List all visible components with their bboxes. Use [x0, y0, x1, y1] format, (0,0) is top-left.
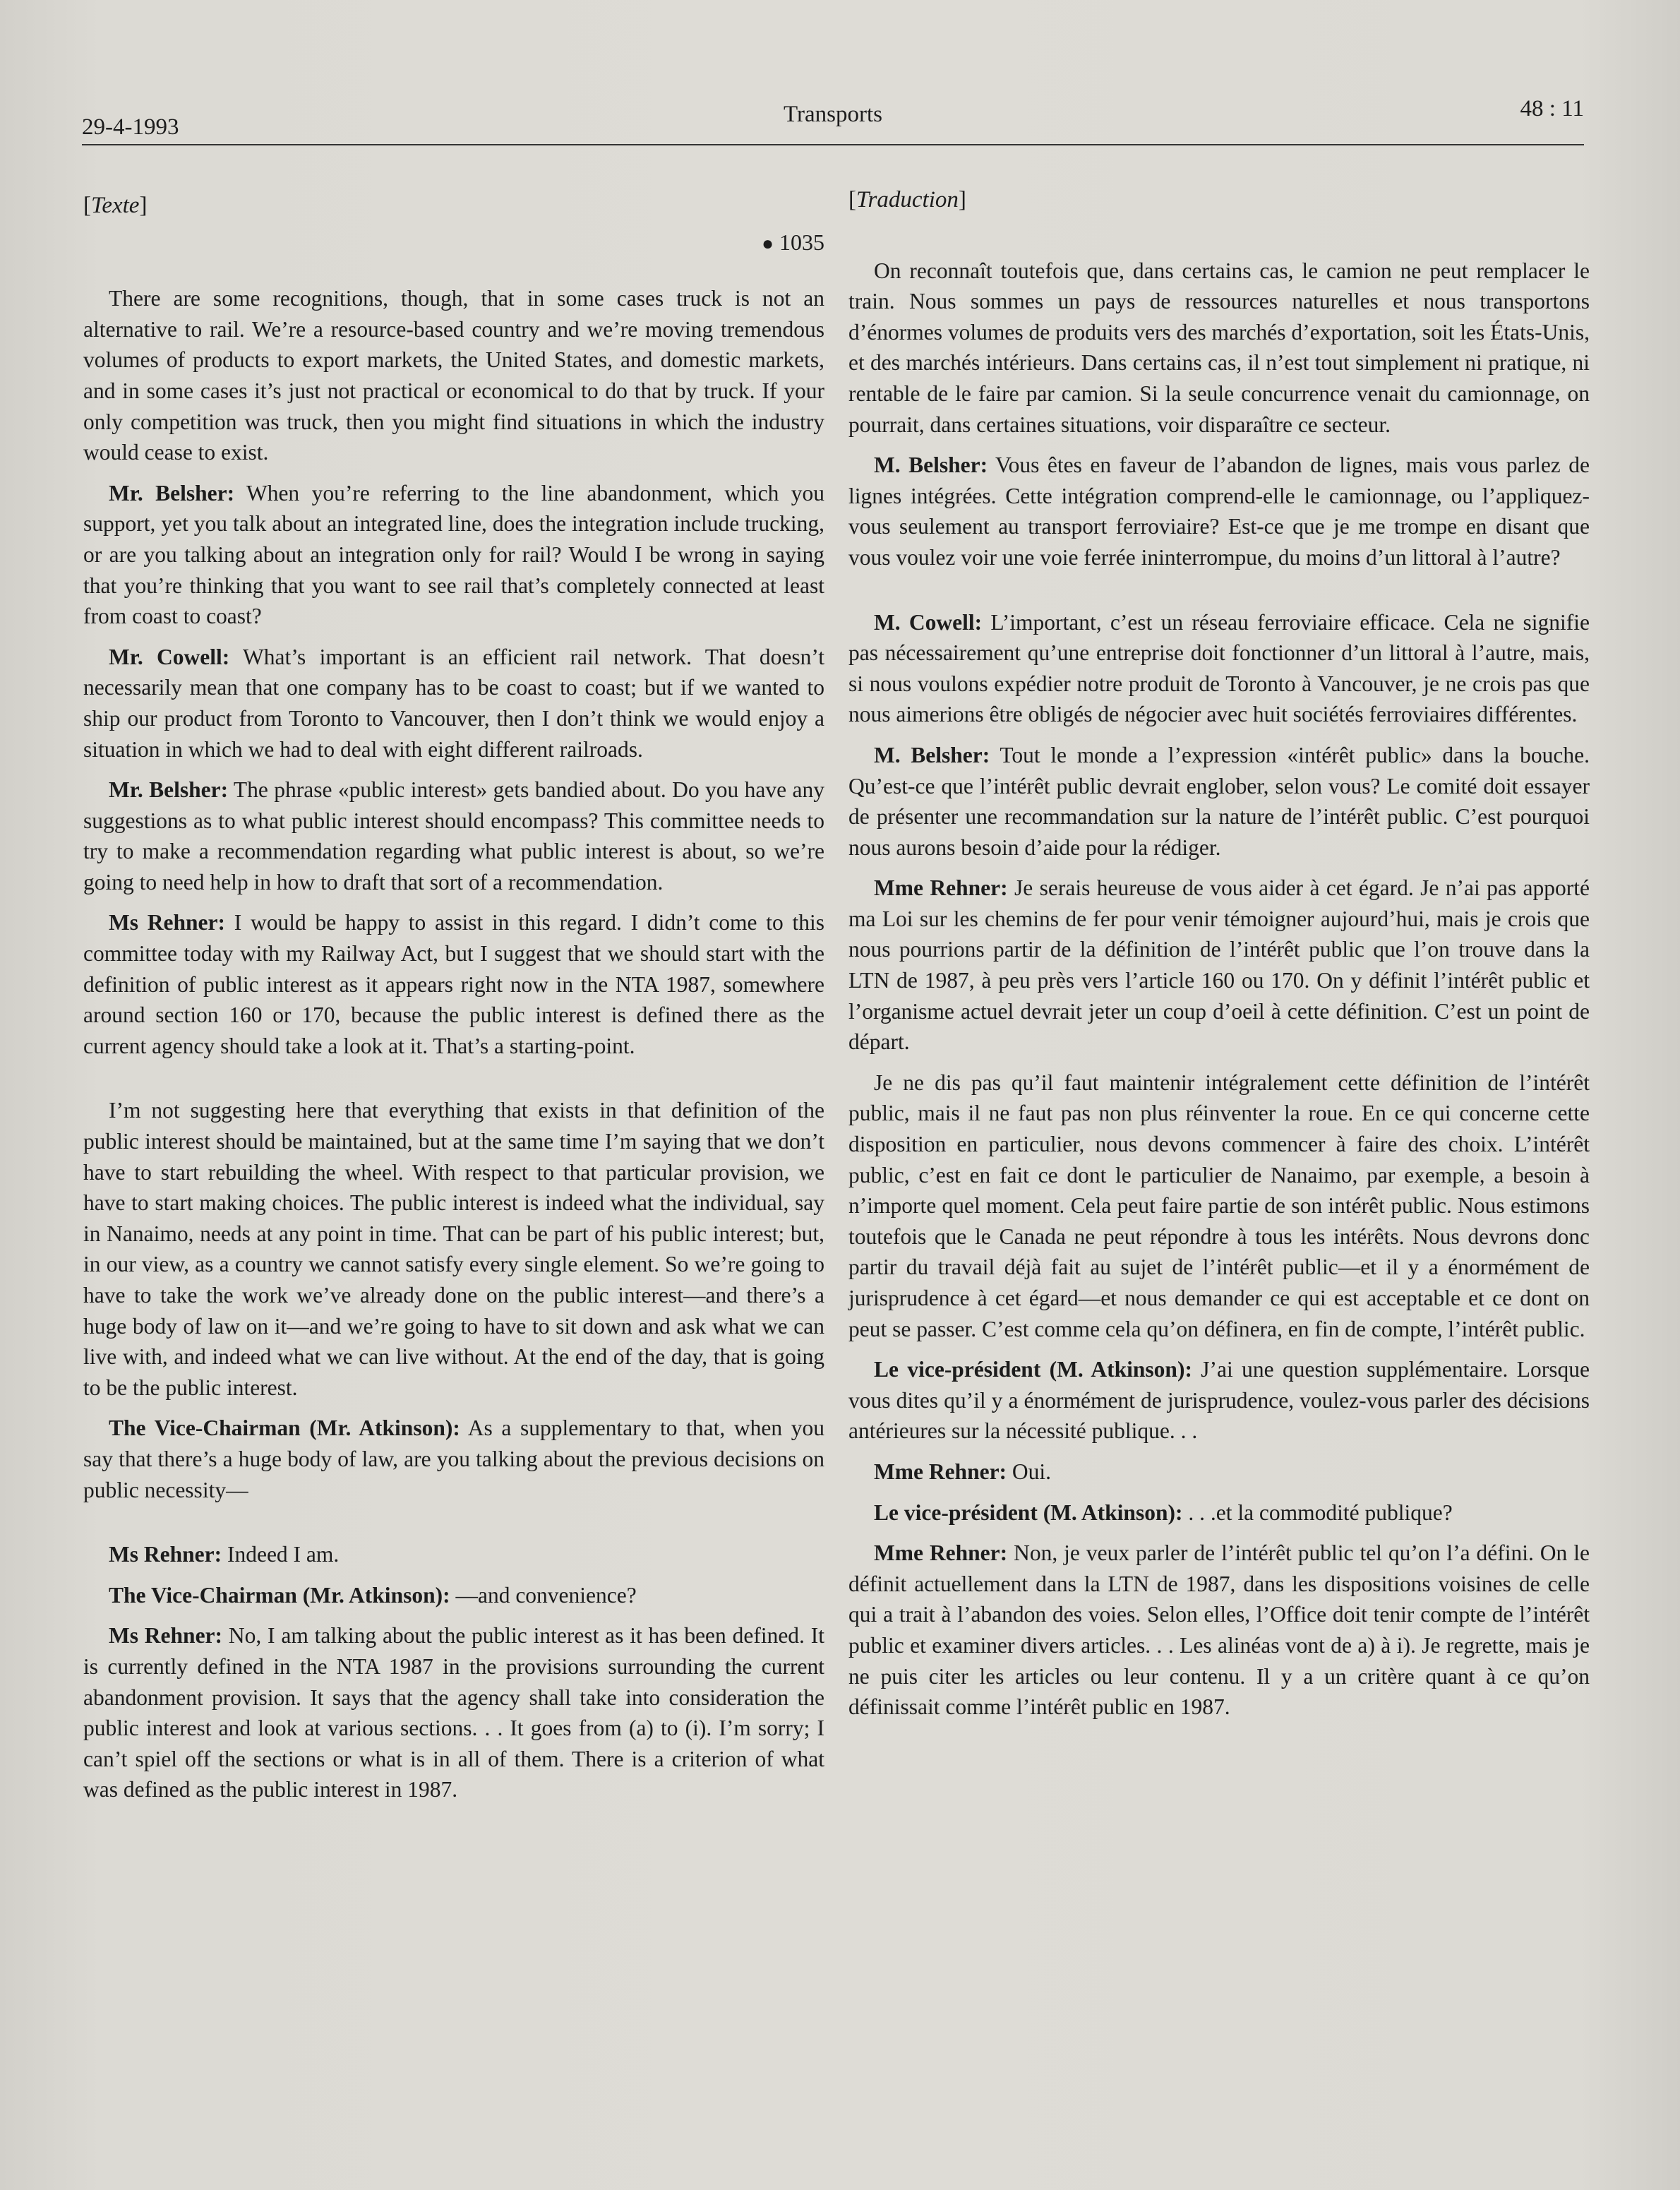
speaker: Ms Rehner:: [109, 1542, 222, 1567]
paragraph: [83, 1539, 824, 1570]
speaker: Mr. Belsher:: [109, 777, 229, 803]
paragraph-text: Je serais heureuse de vous aider à cet égard. Je n’ai pas apporté ma Loi sur les chemins de fer pour venir témoigner aujourd’hui, mais je crois que nous pourrions partir de la définition de l’intérêt public que l’on trouve dans la LTN de 1987, à peu près vers l’article 160 ou 170. On y définit l’intérêt public et l’organisme actuel devrait jeter un coup d’oeil à cette définition. C’est un point de départ.: [848, 875, 1590, 1055]
paragraph-text: —and convenience?: [450, 1582, 637, 1608]
speaker: M. Cowell:: [874, 609, 983, 635]
right-column-french: [848, 185, 1590, 1733]
paragraph-text: I’m not suggesting here that everything that exists in that definition of the public interest should be maintained, but at the same time I’m saying that we don’t have to start rebuilding the wheel. With respect to that particular provision, we have to start making choices. The public interest is indeed what the individual, say in Nanaimo, needs at any point in time. That can be part of his public interest; but, in our view, as a country we cannot satisfy every single element. So we’re going to have to take the work we’ve already done on the public interest—and there’s a huge body of law on it—and we’re going to have to sit down and ask what we can live with, and indeed what we can live without. At the end of the day, that is going to be the public interest.: [83, 1098, 824, 1400]
paragraph: [83, 642, 824, 765]
page-header: [82, 90, 1584, 145]
header-page-number: 48 : 11: [1520, 96, 1584, 121]
speaker: Le vice-président (M. Atkinson):: [874, 1357, 1192, 1382]
paragraph: [848, 450, 1590, 573]
left-column-english: [83, 191, 824, 1815]
language-tag-left-text: Texte: [91, 193, 140, 218]
paragraph: [848, 256, 1590, 441]
speaker: Mr. Belsher:: [109, 480, 235, 505]
language-tag-right-text: Traduction: [856, 187, 959, 213]
paragraph: [848, 607, 1590, 730]
paragraph-text: The phrase «public interest» gets bandied about. Do you have any suggestions as to what public interest should encompass? This committee needs to try to make a recommendation regarding what public interest is about, so we’re going to need help in how to draft that sort of a recommendation.: [83, 777, 825, 894]
paragraph: [83, 774, 824, 897]
speaker: Mr. Cowell:: [109, 644, 230, 669]
paragraph: [848, 1354, 1590, 1447]
paragraph: [83, 1620, 824, 1805]
paragraph: [83, 907, 824, 1061]
paragraph-text: When you’re referring to the line abandonment, which you support, yet you talk about an integrated line, does the integration include trucking, or are you talking about an integration only for rail? Would I be wrong in saying that you’re thinking that you want to see rail that’s completely connected at least from coast to coast?: [83, 480, 824, 629]
paragraph-text: Vous êtes en faveur de l’abandon de lignes, mais vous parlez de lignes intégrées. Cette intégration comprend-elle le camionnage, ou l’appliquez-vous seulement au transport ferroviaire? Est-ce que je me trompe en disant que vous voulez voir une voie ferrée ininterrompue, du moins d’un littoral à l’autre?: [848, 453, 1590, 570]
paragraph-text: There are some recognitions, though, that in some cases truck is not an alternative to rail. We’re a resource-based country and we’re moving tremendous volumes of products to export markets, the United States, and domestic markets, and in some cases it’s just not practical or economical to do that by truck. If your only competition was truck, then you might find situations in which the industry would cease to exist.: [83, 286, 824, 465]
speaker: M. Belsher:: [874, 742, 990, 767]
speaker: Mme Rehner:: [874, 1540, 1008, 1566]
speaker: Ms Rehner:: [109, 910, 225, 935]
speaker: Mme Rehner:: [874, 875, 1008, 901]
paragraph-text: On reconnaît toutefois que, dans certains cas, le camion ne peut remplacer le train. Nous sommes un pays de ressources naturelles et nous transportons d’énormes volumes de produits vers des marchés d’exportation, soit les États-Unis, et des marchés intérieurs. Dans certains cas, il n’est tout simplement ni pratique, ni rentable de le faire par camion. Si la seule concurrence venait du camionnage, on pourrait, dans certaines situations, voir disparaître ce secteur.: [848, 258, 1590, 437]
paragraph: [83, 283, 824, 468]
language-tag-left: [Texte]: [83, 193, 148, 218]
paragraph-text: J’ai une question supplémentaire. Lorsque vous dites qu’il y a énormément de jurisprudence, voulez-vous parler des décisions antérieures sur la nécessité publique. . .: [848, 1357, 1590, 1444]
speaker: Le vice-président (M. Atkinson):: [874, 1500, 1183, 1525]
paragraph: [848, 1497, 1590, 1528]
paragraph-text: Non, je veux parler de l’intérêt public tel qu’on l’a défini. On le définit actuellement dans la LTN de 1987, dans les dispositions voisines de celle qui a trait à l’abandon des voies. Selon elles, l’Office doit tenir compte de l’intérêt public et examiner divers articles. . . Les alinéas vont de a) à i). Je regrette, mais je ne puis citer les articles ou leur contenu. Il y a un critère quant à ce qu’on définissait comme l’intérêt public en 1987.: [848, 1540, 1590, 1720]
paragraph-text: L’important, c’est un réseau ferroviaire efficace. Cela ne signifie pas nécessairement qu’une entreprise doit fonctionner d’un littoral à l’autre, mais, si nous voulons expédier notre produit de Toronto à Vancouver, je ne crois pas que nous aimerions être obligés de négocier avec huit sociétés ferroviaires différentes.: [848, 609, 1590, 727]
paragraph: [848, 873, 1590, 1058]
paragraph: [83, 1580, 824, 1611]
paragraph-text: What’s important is an efficient rail network. That doesn’t necessarily mean that one company has to be coast to coast; but if we wanted to ship our product from Toronto to Vancouver, then I don’t think we would enjoy a situation in which we had to deal with eight different railroads.: [83, 644, 824, 762]
paragraph: [848, 740, 1590, 863]
speaker: Mme Rehner:: [874, 1459, 1007, 1484]
paragraph: [83, 1413, 824, 1505]
paragraph: [83, 478, 824, 632]
time-marker-value: 1035: [779, 229, 824, 255]
paragraph-text: Indeed I am.: [222, 1542, 340, 1567]
speaker: The Vice-Chairman (Mr. Atkinson):: [109, 1416, 460, 1441]
paragraph-text: Tout le monde a l’expression «intérêt public» dans la bouche. Qu’est-ce que l’intérêt public devrait englober, selon vous? Le comité doit essayer de présenter une recommandation sur la nature de l’intérêt public. C’est pourquoi nous aurons besoin d’aide pour la rédiger.: [848, 742, 1590, 860]
speaker: M. Belsher:: [874, 453, 988, 478]
paragraph-text: Oui.: [1007, 1459, 1052, 1484]
paragraph-text: . . .et la commodité publique?: [1182, 1500, 1453, 1525]
paragraph: [848, 1538, 1590, 1723]
paragraph: [83, 1095, 824, 1403]
header-title: Transports: [784, 102, 882, 127]
paragraph: [848, 1456, 1590, 1488]
paragraph-text: As a supplementary to that, when you say that there’s a huge body of law, are you talking about the previous decisions on public necessity—: [83, 1416, 824, 1502]
header-date: 29-4-1993: [82, 114, 179, 140]
paragraph-text: No, I am talking about the public interest as it has been defined. It is currently defined in the NTA 1987 in the provisions surrounding the current abandonment provision. It says that the agency shall take into consideration the public interest and look at various sections. . . It goes from (a) to (i). I’m sorry; I can’t spiel off the sections or what is in all of them. There is a criterion of what was defined as the public interest in 1987.: [83, 1623, 824, 1802]
speaker: Ms Rehner:: [109, 1623, 223, 1649]
time-marker: [83, 227, 824, 260]
language-tag-right: [Traduction]: [848, 187, 966, 213]
bullet-icon: ●: [762, 232, 774, 255]
speaker: The Vice-Chairman (Mr. Atkinson):: [109, 1582, 450, 1608]
paragraph: [848, 1067, 1590, 1344]
paragraph-text: Je ne dis pas qu’il faut maintenir intégralement cette définition de l’intérêt public, mais il ne faut pas non plus réinventer la roue. En ce qui concerne cette disposition en particulier, nous devons commencer à faire des choix. L’intérêt public, c’est en fait ce dont le particulier de Nanaimo, par exemple, a besoin à n’importe quel moment. Cela peut faire partie de son intérêt public. Nous estimons toutefois que le Canada ne peut répondre à tous les intérêts. Nous devrons donc partir du travail déjà fait au sujet de l’intérêt public—et il y a énormément de jurisprudence à cet égard—et nous demander ce qui est acceptable et ce dont on peut se passer. C’est comme cela qu’on définera, en fin de compte, l’intérêt public.: [848, 1070, 1590, 1341]
paragraph-text: I would be happy to assist in this regard. I didn’t come to this committee today with my Railway Act, but I suggest that we should start with the definition of public interest as it appears right now in the NTA 1987, somewhere around section 160 or 170, because the public interest is defined there as the current agency should take a look at it. That’s a starting-point.: [83, 910, 824, 1058]
